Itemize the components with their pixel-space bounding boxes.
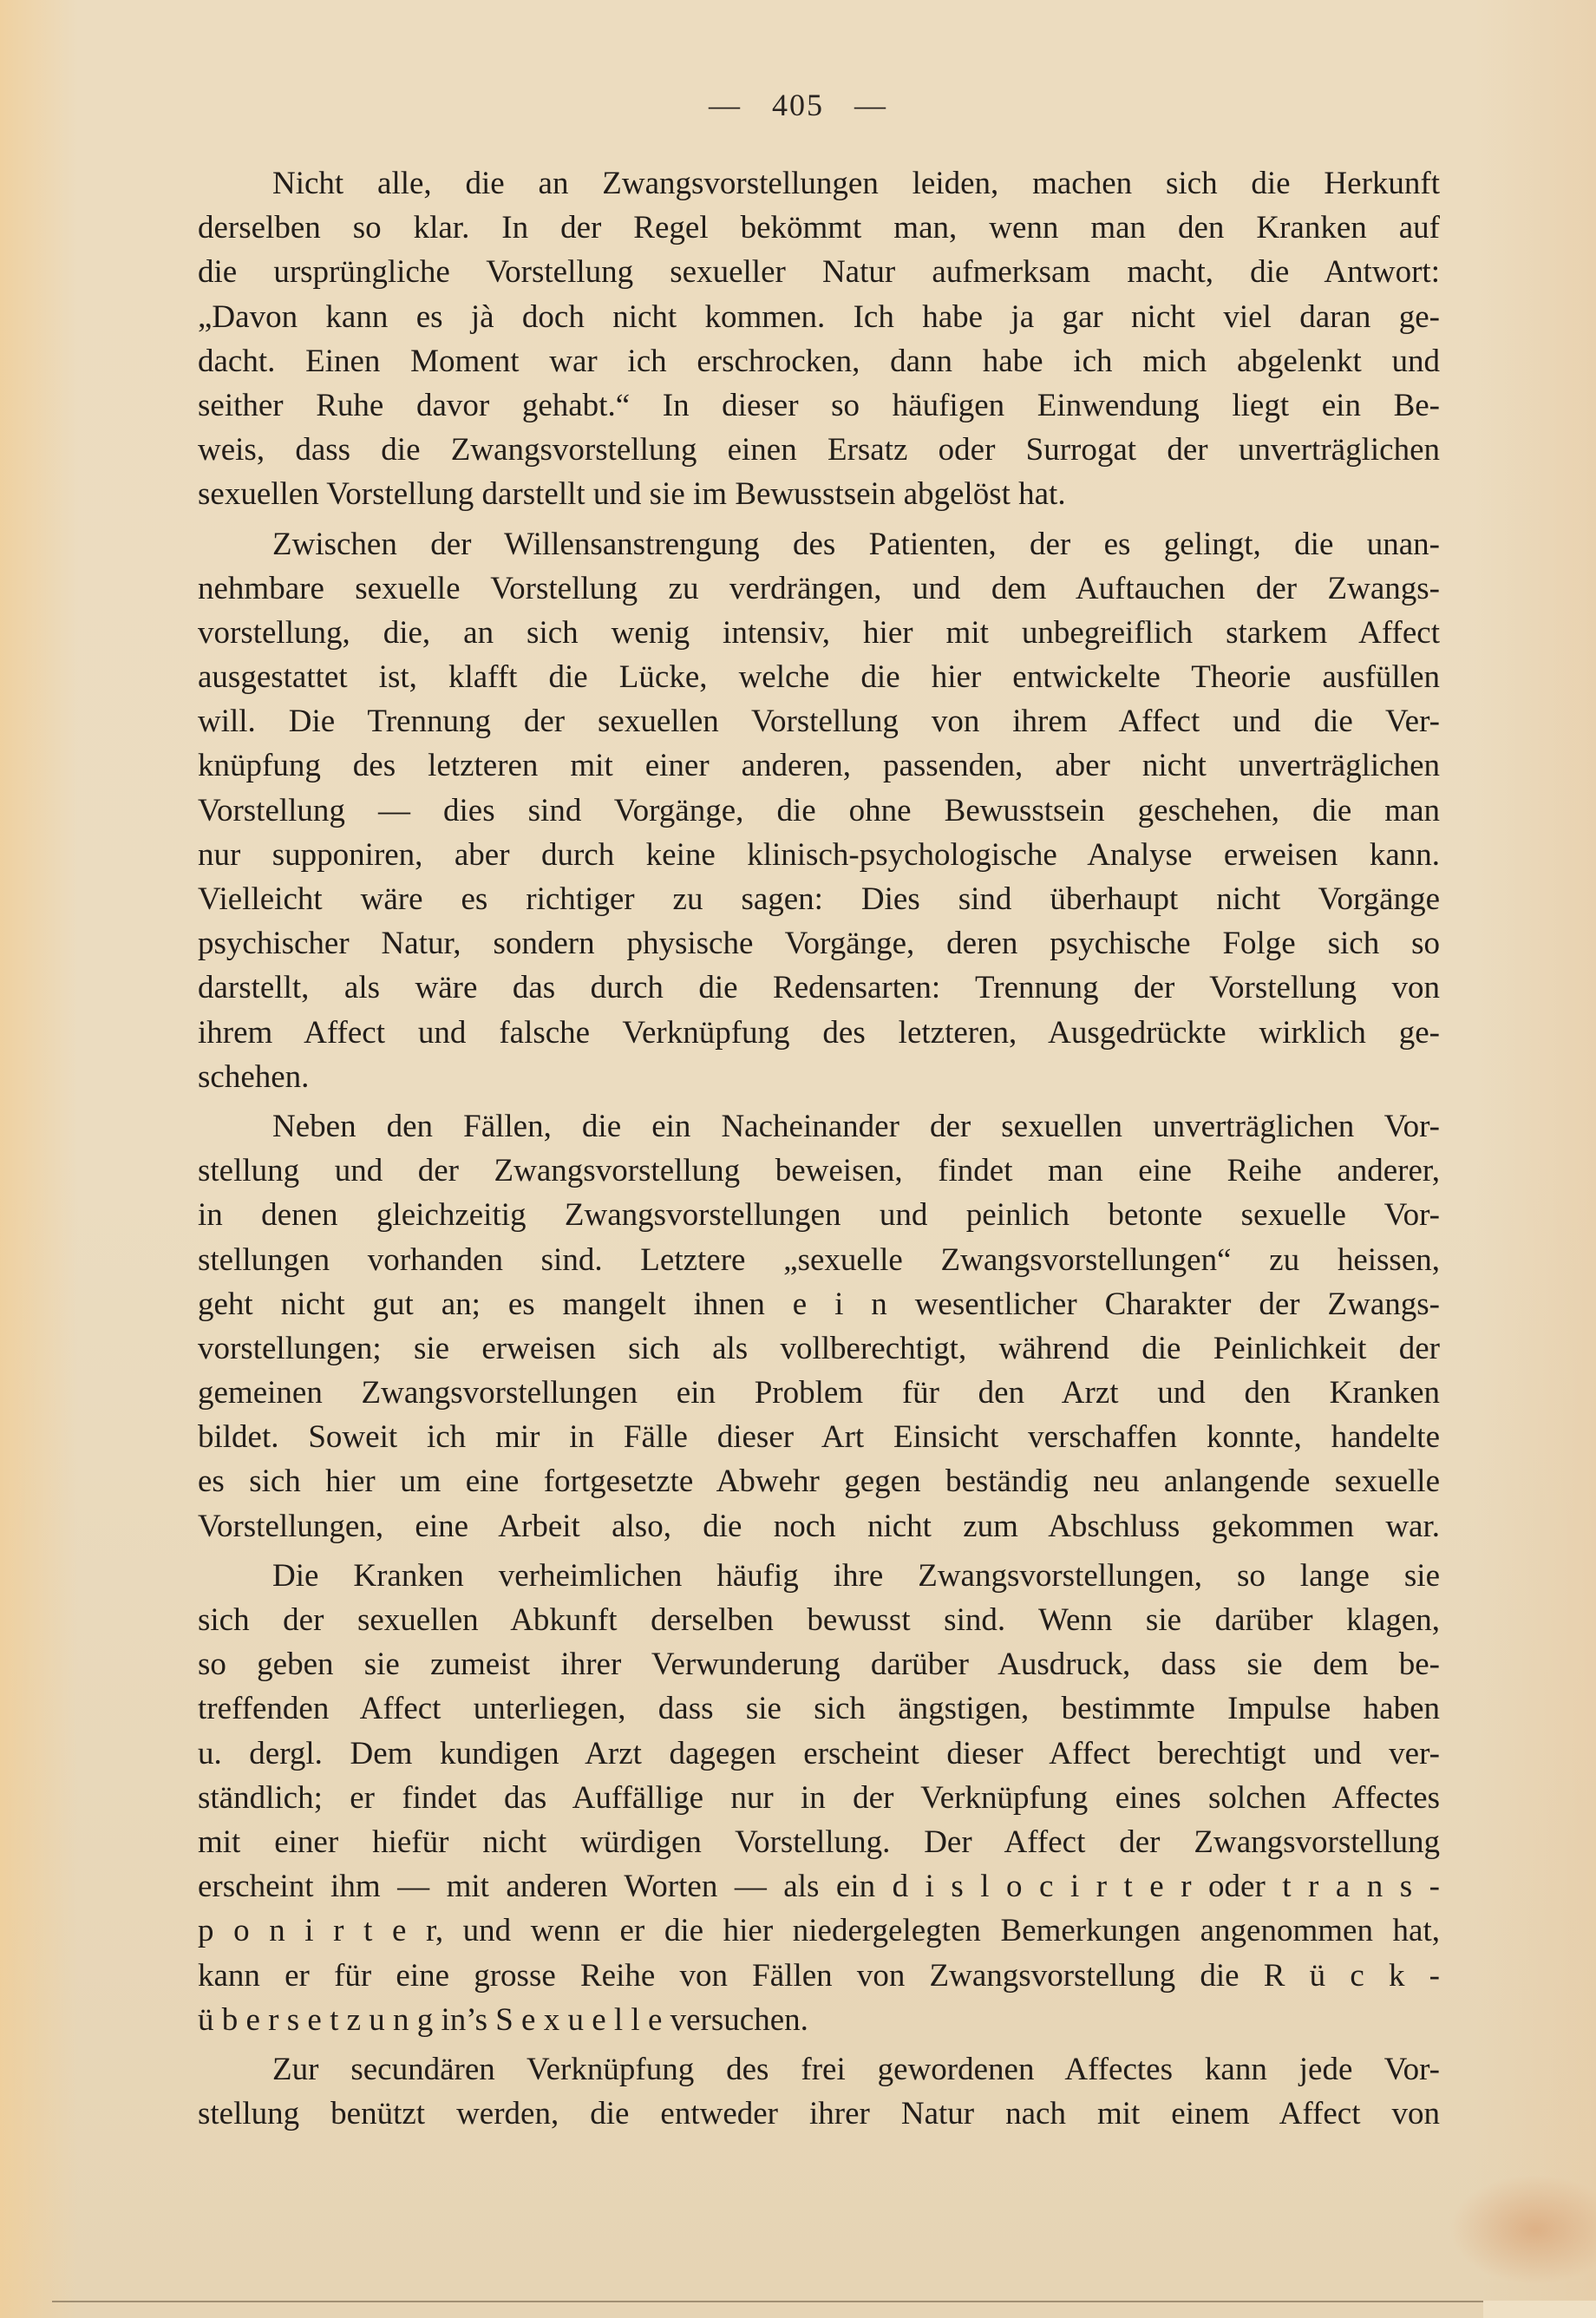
- text-line: in denen gleichzeitig Zwangsvorstellungen und peinlich betonte sexuelle Vor-: [198, 1197, 1440, 1234]
- text-line: knüpfung des letzteren mit einer anderen, passenden, aber nicht unverträglichen: [198, 748, 1440, 784]
- page-number: 405: [772, 88, 824, 122]
- text-line: „Davon kann es jà doch nicht kommen. Ich habe ja gar nicht viel daran ge-: [198, 298, 1440, 335]
- text-line: derselben so klar. In der Regel bekömmt man, wenn man den Kranken auf: [198, 210, 1440, 246]
- text-line: Neben den Fällen, die ein Nacheinander der sexuellen unverträglichen Vor-: [272, 1108, 1440, 1144]
- text-line: die ursprüngliche Vorstellung sexueller Natur aufmerksam macht, die Antwort:: [198, 254, 1440, 291]
- text-line: gemeinen Zwangsvorstellungen ein Problem für den Arzt und den Kranken: [198, 1375, 1440, 1411]
- paragraph-1: [198, 161, 1440, 517]
- text-line: Zwischen der Willensanstrengung des Patienten, der es gelingt, die unan-: [272, 526, 1440, 562]
- text-line: sexuellen Vorstellung darstellt und sie im Bewusstsein abgelöst hat.: [198, 476, 1066, 513]
- text-line: erscheint ihm — mit anderen Worten — als ein d i s l o c i r t e r oder t r a n s -: [198, 1869, 1440, 1905]
- text-line: will. Die Trennung der sexuellen Vorstellung von ihrem Affect und die Ver-: [198, 704, 1440, 740]
- text-line: Vorstellung — dies sind Vorgänge, die ohne Bewusstsein geschehen, die man: [198, 792, 1440, 828]
- text-line: ihrem Affect und falsche Verknüpfung des letzteren, Ausgedrückte wirklich ge-: [198, 1014, 1440, 1051]
- text-line: ständlich; er findet das Auffällige nur in der Verknüpfung eines solchen Affectes: [198, 1779, 1440, 1816]
- page-number-header: [0, 87, 1596, 123]
- text-line: es sich hier um eine fortgesetzte Abwehr gegen beständig neu anlangende sexuelle: [198, 1463, 1440, 1500]
- page-bottom-edge-line: [52, 2301, 1483, 2302]
- text-line: Zur secundären Verknüpfung des frei gewordenen Affectes kann jede Vor-: [272, 2051, 1440, 2087]
- text-line: Vorstellungen, eine Arbeit also, die noch nicht zum Abschluss gekommen war.: [198, 1508, 1440, 1544]
- text-line: stellungen vorhanden sind. Letztere „sexuelle Zwangsvorstellungen“ zu heissen,: [198, 1241, 1440, 1278]
- text-line: Die Kranken verheimlichen häufig ihre Zwangsvorstellungen, so lange sie: [272, 1557, 1440, 1594]
- text-line: vorstellungen; sie erweisen sich als vollberechtigt, während die Peinlichkeit der: [198, 1330, 1440, 1366]
- page-number-dash-left: —: [709, 88, 742, 122]
- text-line: darstellt, als wäre das durch die Redensarten: Trennung der Vorstellung von: [198, 970, 1440, 1006]
- text-line: p o n i r t e r, und wenn er die hier niedergelegten Bemerkungen angenommen hat,: [198, 1913, 1440, 1949]
- text-line: treffenden Affect unterliegen, dass sie sich ängstigen, bestimmte Impulse haben: [198, 1691, 1440, 1727]
- body-text: [198, 161, 1440, 2141]
- text-line: dacht. Einen Moment war ich erschrocken, dann habe ich mich abgelenkt und: [198, 343, 1440, 379]
- text-line: geht nicht gut an; es mangelt ihnen e i n wesentlicher Charakter der Zwangs-: [198, 1286, 1440, 1322]
- text-line: Nicht alle, die an Zwangsvorstellungen leiden, machen sich die Herkunft: [272, 166, 1440, 201]
- text-line: vorstellung, die, an sich wenig intensiv, hier mit unbegreiflich starkem Affect: [198, 614, 1440, 651]
- text-line: sich der sexuellen Abkunft derselben bewusst sind. Wenn sie darüber klagen,: [198, 1602, 1440, 1638]
- paragraph-2: [198, 522, 1440, 1099]
- paragraph-3: [198, 1104, 1440, 1549]
- text-line: nur supponiren, aber durch keine klinisch-psychologische Analyse erweisen kann.: [198, 836, 1440, 873]
- page-corner-edge: [1483, 2301, 1596, 2318]
- page-number-dash-right: —: [854, 88, 887, 122]
- text-line: nehmbare sexuelle Vorstellung zu verdrängen, und dem Auftauchen der Zwangs-: [198, 570, 1440, 606]
- text-line: Vielleicht wäre es richtiger zu sagen: Dies sind überhaupt nicht Vorgänge: [198, 881, 1440, 917]
- text-line: schehen.: [198, 1058, 310, 1095]
- text-line: ausgestattet ist, klafft die Lücke, welche die hier entwickelte Theorie ausfüllen: [198, 659, 1440, 696]
- text-line: ü b e r s e t z u n g in’s S e x u e l l e versuchen.: [198, 2001, 808, 2038]
- text-line: mit einer hiefür nicht würdigen Vorstellung. Der Affect der Zwangsvorstellung: [198, 1824, 1440, 1860]
- text-line: stellung benützt werden, die entweder ihrer Natur nach mit einem Affect von: [198, 2096, 1440, 2132]
- text-line: so geben sie zumeist ihrer Verwunderung darüber Ausdruck, dass sie dem be-: [198, 1647, 1440, 1683]
- text-line: psychischer Natur, sondern physische Vorgänge, deren psychische Folge sich so: [198, 926, 1440, 962]
- text-line: stellung und der Zwangsvorstellung beweisen, findet man eine Reihe anderer,: [198, 1153, 1440, 1189]
- paragraph-4: [198, 1554, 1440, 2042]
- text-line: bildet. Soweit ich mir in Fälle dieser Art Einsicht verschaffen konnte, handelte: [198, 1419, 1440, 1456]
- text-line: weis, dass die Zwangsvorstellung einen Ersatz oder Surrogat der unverträglichen: [198, 432, 1440, 468]
- text-line: seither Ruhe davor gehabt.“ In dieser so häufigen Einwendung liegt ein Be-: [198, 387, 1440, 423]
- text-line: kann er für eine grosse Reihe von Fällen von Zwangsvorstellung die R ü c k -: [198, 1957, 1440, 1994]
- paragraph-5: [198, 2047, 1440, 2136]
- text-line: u. dergl. Dem kundigen Arzt dagegen erscheint dieser Affect berechtigt und ver-: [198, 1735, 1440, 1771]
